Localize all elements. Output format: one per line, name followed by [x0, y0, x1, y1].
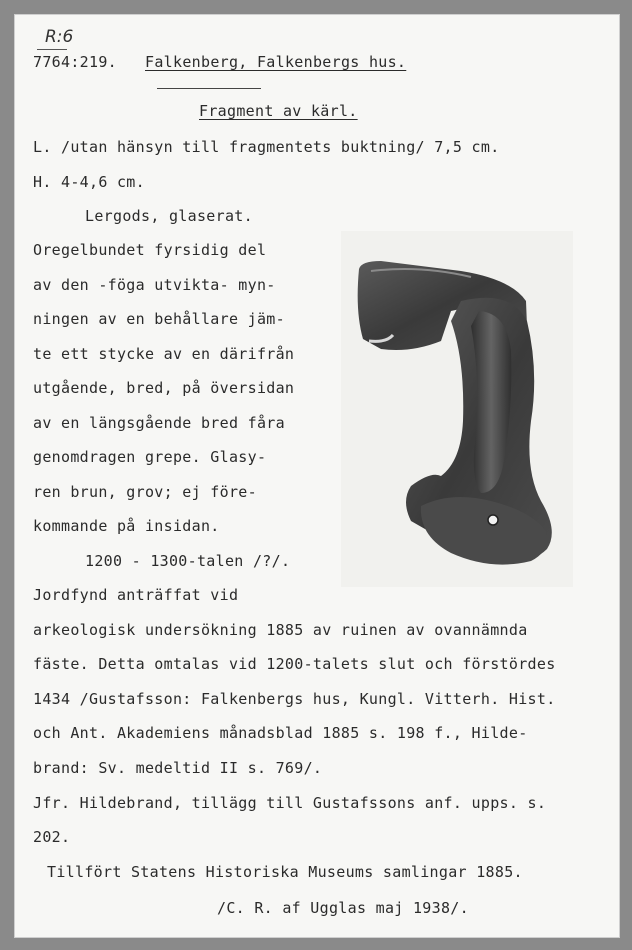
- find-context-line: arkeologisk undersökning 1885 av ruinen av ovannämnda: [33, 621, 528, 639]
- find-context-line: Jordfynd anträffat vid: [33, 586, 239, 604]
- description-line: kommande på insidan.: [33, 517, 220, 535]
- text-line-length: L. /utan hänsyn till fragmentets buktning/ 7,5 cm.: [33, 138, 500, 156]
- description-line: Oregelbundet fyrsidig del: [33, 241, 267, 259]
- text-line-material: Lergods, glaserat.: [85, 207, 253, 225]
- find-location: Falkenberg, Falkenbergs hus.: [145, 53, 407, 71]
- author-signature-line: /C. R. af Ugglas maj 1938/.: [217, 899, 469, 917]
- description-line: av den -föga utvikta- myn-: [33, 276, 276, 294]
- description-line: av en längsgående bred fåra: [33, 414, 285, 432]
- reference-line: 202.: [33, 828, 71, 846]
- find-context-line: brand: Sv. medeltid II s. 769/.: [33, 759, 323, 777]
- description-line: ren brun, grov; ej före-: [33, 483, 257, 501]
- reference-mark: R:6: [45, 27, 74, 47]
- glaze-spot-mark: [488, 515, 498, 525]
- catalog-card: [14, 14, 620, 938]
- description-line: te ett stycke av en därifrån: [33, 345, 295, 363]
- find-context-line: fäste. Detta omtalas vid 1200-talets slut och förstördes: [33, 655, 556, 673]
- description-line: genomdragen grepe. Glasy-: [33, 448, 267, 466]
- find-context-line: och Ant. Akademiens månadsblad 1885 s. 198 f., Hilde-: [33, 724, 528, 742]
- location-underline: [157, 88, 261, 89]
- accession-line: Tillfört Statens Historiska Museums samlingar 1885.: [47, 863, 523, 881]
- object-title: Fragment av kärl.: [199, 102, 358, 120]
- find-context-line: 1434 /Gustafsson: Falkenbergs hus, Kungl. Vitterh. Hist.: [33, 690, 556, 708]
- reference-line: Jfr. Hildebrand, tillägg till Gustafssons anf. upps. s.: [33, 794, 547, 812]
- text-line-height: H. 4-4,6 cm.: [33, 173, 145, 191]
- description-line: utgående, bred, på översidan: [33, 379, 295, 397]
- inventory-number: 7764:219.: [33, 53, 117, 71]
- object-photo: [341, 231, 573, 587]
- reference-underline: [37, 49, 67, 50]
- description-line: ningen av en behållare jäm-: [33, 310, 285, 328]
- dating-line: 1200 - 1300-talen /?/.: [85, 552, 291, 570]
- pottery-fragment-image: [341, 231, 573, 587]
